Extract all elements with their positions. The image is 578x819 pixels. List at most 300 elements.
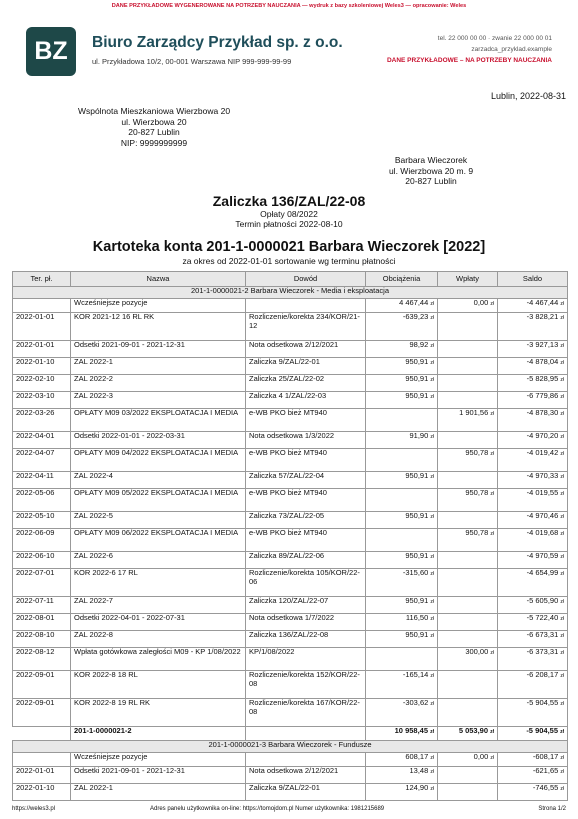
cell-balance-value: -4 970,20 (526, 431, 559, 440)
address-line: 20-827 Lublin (405, 176, 457, 186)
currency-label: zł (430, 514, 434, 520)
cell-debit (366, 648, 438, 671)
table-row (13, 784, 568, 801)
cell-balance-value: -4 970,59 (526, 551, 559, 560)
cell-balance (498, 299, 568, 313)
cell-credit (438, 671, 498, 699)
currency-label: zł (560, 411, 564, 417)
currency-label: zł (560, 673, 564, 679)
cell-date: 2022-03-26 (13, 409, 71, 432)
company-logo: BZ (26, 27, 76, 76)
table-row (13, 313, 568, 341)
cell-balance (498, 341, 568, 358)
cell-debit-value: -315,60 (402, 568, 429, 577)
currency-label: zł (560, 474, 564, 480)
currency-label: zł (430, 633, 434, 639)
cell-credit (438, 648, 498, 671)
cell-balance-value: -4 019,42 (526, 448, 559, 457)
cell-balance (498, 727, 568, 741)
currency-label: zł (430, 755, 434, 761)
cell-debit (366, 449, 438, 472)
currency-label: zł (490, 650, 494, 656)
table-row (13, 767, 568, 784)
cell-debit (366, 784, 438, 801)
cell-document: Zaliczka 9/ZAL/22-01 (246, 358, 366, 375)
cell-debit-value: 91,90 (409, 431, 429, 440)
table-row (13, 699, 568, 727)
contact-line: zarzadca_przyklad.example (471, 46, 552, 53)
currency-label: zł (560, 491, 564, 497)
cell-balance (498, 512, 568, 529)
group-title: 201-1-0000021-2 Barbara Wieczorek - Media i eksploatacja (13, 287, 568, 299)
currency-label: zł (490, 491, 494, 497)
cell-debit (366, 432, 438, 449)
cell-debit (366, 392, 438, 409)
cell-sum-label: 201-1-0000021-2 (71, 727, 246, 741)
cell-document: Nota odsetkowa 1/7/2022 (246, 614, 366, 631)
cell-debit (366, 299, 438, 313)
cell-debit-value: 608,17 (405, 752, 429, 761)
cell-credit (438, 753, 498, 767)
currency-label: zł (560, 554, 564, 560)
address-line: Barbara Wieczorek (394, 155, 468, 165)
cell-document: Zaliczka 9/ZAL/22-01 (246, 784, 366, 801)
cell-name: KOR 2022-8 18 RL (71, 671, 246, 699)
cell-balance-value: -4 970,33 (526, 471, 559, 480)
column-header-date: Ter. pł. (13, 272, 71, 287)
cell-date: 2022-04-07 (13, 449, 71, 472)
cell-document: Nota odsetkowa 1/3/2022 (246, 432, 366, 449)
currency-label: zł (430, 315, 434, 321)
cell-date: 2022-07-11 (13, 597, 71, 614)
cell-date: 2022-08-12 (13, 648, 71, 671)
cell-name: OPŁATY M09 05/2022 EKSPLOATACJA I MEDIA (71, 489, 246, 512)
cell-date: 2022-01-01 (13, 767, 71, 784)
cell-name: Odsetki 2021-09-01 - 2021-12-31 (71, 341, 246, 358)
cell-credit (438, 432, 498, 449)
cell-balance-value: -5 904,55 (526, 726, 559, 735)
cell-credit (438, 449, 498, 472)
cell-balance-value: -608,17 (532, 752, 559, 761)
currency-label: zł (430, 701, 434, 707)
table-row (13, 358, 568, 375)
group-header-row (13, 287, 568, 299)
currency-label: zł (490, 301, 494, 307)
cell-document: Zaliczka 120/ZAL/22-07 (246, 597, 366, 614)
previous-items-row (13, 299, 568, 313)
cell-balance (498, 597, 568, 614)
company-contact (360, 33, 552, 66)
cell-date: 2022-09-01 (13, 699, 71, 727)
currency-label: zł (490, 729, 494, 735)
group-header-row (13, 741, 568, 753)
column-header-debit: Obciążenia (366, 272, 438, 287)
column-header-balance: Saldo (498, 272, 568, 287)
cell-date: 2022-06-09 (13, 529, 71, 552)
cell-credit (438, 512, 498, 529)
cell-debit-value: 950,91 (405, 374, 429, 383)
table-row (13, 512, 568, 529)
cell-debit (366, 313, 438, 341)
cell-debit-value: -639,23 (402, 312, 429, 321)
footer-user-panel: Adres panelu użytkownika on-line: https://tomojdom.pl Numer użytkownika: 1981215689 (150, 806, 385, 812)
cell-credit-value: 1 901,56 (459, 408, 489, 417)
cell-debit (366, 699, 438, 727)
cell-debit-value: 950,91 (405, 511, 429, 520)
cell-debit-value: 950,91 (405, 471, 429, 480)
table-row (13, 375, 568, 392)
currency-label: zł (430, 394, 434, 400)
cell-credit (438, 614, 498, 631)
report-subtitle: za okres od 2022-01-01 sortowanie wg terminu płatności (182, 256, 396, 266)
cell-debit (366, 727, 438, 741)
currency-label: zł (560, 616, 564, 622)
cell-balance (498, 313, 568, 341)
currency-label: zł (560, 301, 564, 307)
cell-document: Nota odsetkowa 2/12/2021 (246, 341, 366, 358)
address-line: ul. Wierzbowa 20 (121, 116, 187, 127)
sample-data-notice: DANE PRZYKŁADOWE – NA POTRZEBY NAUCZANIA (386, 57, 552, 64)
cell-credit (438, 299, 498, 313)
cell-debit (366, 409, 438, 432)
cell-balance (498, 358, 568, 375)
cell-name: OPŁATY M09 06/2022 EKSPLOATACJA I MEDIA (71, 529, 246, 552)
cell-credit-value: 950,78 (465, 448, 489, 457)
currency-label: zł (560, 451, 564, 457)
cell-document: Zaliczka 89/ZAL/22-06 (246, 552, 366, 569)
table-row (13, 409, 568, 432)
currency-label: zł (430, 616, 434, 622)
cell-date: 2022-07-01 (13, 569, 71, 597)
currency-label: zł (430, 571, 434, 577)
cell-balance (498, 432, 568, 449)
cell-date: 2022-06-10 (13, 552, 71, 569)
currency-label: zł (430, 729, 434, 735)
cell-name: Wcześniejsze pozycje (71, 299, 246, 313)
cell-document: Rozliczenie/korekta 234/KOR/21-12 (246, 313, 366, 341)
cell-debit-value: 13,48 (409, 766, 429, 775)
table-row (13, 341, 568, 358)
cell-debit (366, 358, 438, 375)
cell-name: OPŁATY M09 03/2022 EKSPLOATACJA I MEDIA (71, 409, 246, 432)
cell-credit (438, 699, 498, 727)
cell-credit (438, 529, 498, 552)
currency-label: zł (560, 360, 564, 366)
cell-balance (498, 489, 568, 512)
table-row (13, 597, 568, 614)
cell-balance-value: -3 828,21 (526, 312, 559, 321)
cell-name: ZAL 2022-1 (71, 784, 246, 801)
cell-balance-value: -4 654,99 (526, 568, 559, 577)
table-row (13, 671, 568, 699)
table-row (13, 392, 568, 409)
currency-label: zł (430, 474, 434, 480)
cell-name: ZAL 2022-4 (71, 472, 246, 489)
currency-label: zł (430, 599, 434, 605)
contact-line: tel. 22 000 00 00 · zwanie 22 000 00 01 (437, 35, 552, 42)
cell-balance (498, 699, 568, 727)
cell-name: ZAL 2022-6 (71, 552, 246, 569)
cell-balance (498, 631, 568, 648)
table-row (13, 631, 568, 648)
cell-name: ZAL 2022-7 (71, 597, 246, 614)
currency-label: zł (560, 343, 564, 349)
cell-debit (366, 375, 438, 392)
cell-name: ZAL 2022-8 (71, 631, 246, 648)
group-title: 201-1-0000021-3 Barbara Wieczorek - Fundusze (13, 741, 568, 753)
cell-date: 2022-01-01 (13, 313, 71, 341)
cell-debit (366, 631, 438, 648)
cell-date: 2022-05-10 (13, 512, 71, 529)
currency-label: zł (430, 554, 434, 560)
cell-credit (438, 489, 498, 512)
cell-debit-value: 124,90 (405, 783, 429, 792)
column-header-name: Nazwa (71, 272, 246, 287)
cell-credit-value: 0,00 (473, 298, 489, 307)
cell-balance (498, 614, 568, 631)
cell-debit (366, 671, 438, 699)
previous-items-row (13, 753, 568, 767)
cell-balance (498, 375, 568, 392)
currency-label: zł (560, 531, 564, 537)
cell-credit (438, 569, 498, 597)
cell-blank (13, 727, 71, 741)
cell-date: 2022-05-06 (13, 489, 71, 512)
cell-balance-value: -5 828,95 (526, 374, 559, 383)
cell-name: Odsetki 2022-01-01 - 2022-03-31 (71, 432, 246, 449)
cell-balance-value: -4 970,46 (526, 511, 559, 520)
recipient-address (362, 155, 500, 187)
currency-label: zł (560, 633, 564, 639)
cell-balance (498, 472, 568, 489)
cell-debit-value: 950,91 (405, 551, 429, 560)
column-header-document: Dowód (246, 272, 366, 287)
company-address: ul. Przykładowa 10/2, 00-001 Warszawa NIP 999-999-99-99 (92, 57, 292, 66)
cell-credit (438, 472, 498, 489)
cell-credit (438, 552, 498, 569)
cell-debit (366, 472, 438, 489)
address-line: Wspólnota Mieszkaniowa Wierzbowa 20 (77, 106, 231, 116)
payment-deadline: Termin płatności 2022-08-10 (235, 219, 343, 229)
cell-balance (498, 409, 568, 432)
table-row (13, 648, 568, 671)
cell-document: Zaliczka 25/ZAL/22-02 (246, 375, 366, 392)
address-line: NIP: 9999999999 (120, 137, 188, 148)
currency-label: zł (560, 315, 564, 321)
cell-date: 2022-04-11 (13, 472, 71, 489)
address-line: ul. Wierzbowa 20 m. 9 (388, 165, 474, 176)
document-number: Zaliczka 136/ZAL/22-08 (212, 193, 366, 209)
cell-balance-value: -4 467,44 (526, 298, 559, 307)
cell-debit-value: 950,91 (405, 391, 429, 400)
cell-name: KOR 2021-12 16 RL RK (71, 313, 246, 341)
cell-credit (438, 727, 498, 741)
cell-document: KP/1/08/2022 (246, 648, 366, 671)
cell-balance (498, 569, 568, 597)
cell-document: Nota odsetkowa 2/12/2021 (246, 767, 366, 784)
cell-balance-value: -4 878,04 (526, 357, 559, 366)
cell-document: e-WB PKO bież MT940 (246, 409, 366, 432)
cell-document: e-WB PKO bież MT940 (246, 489, 366, 512)
table-row (13, 614, 568, 631)
cell-balance-value: -6 673,31 (526, 630, 559, 639)
cell-document: e-WB PKO bież MT940 (246, 449, 366, 472)
cell-credit (438, 358, 498, 375)
cell-debit (366, 341, 438, 358)
currency-label: zł (560, 769, 564, 775)
currency-label: zł (560, 434, 564, 440)
cell-name: ZAL 2022-2 (71, 375, 246, 392)
cell-document: Rozliczenie/korekta 167/KOR/22-08 (246, 699, 366, 727)
cell-document (246, 753, 366, 767)
cell-balance-value: -6 208,17 (526, 670, 559, 679)
currency-label: zł (560, 786, 564, 792)
currency-label: zł (490, 451, 494, 457)
cell-debit (366, 614, 438, 631)
cell-balance (498, 392, 568, 409)
cell-debit-value: 950,91 (405, 630, 429, 639)
cell-date: 2022-02-10 (13, 375, 71, 392)
cell-date (13, 753, 71, 767)
cell-credit (438, 784, 498, 801)
cell-name: ZAL 2022-1 (71, 358, 246, 375)
cell-debit (366, 569, 438, 597)
cell-name: ZAL 2022-5 (71, 512, 246, 529)
document-period: Opłaty 08/2022 (260, 209, 318, 219)
cell-balance-value: -746,55 (532, 783, 559, 792)
cell-credit-value: 0,00 (473, 752, 489, 761)
cell-document: Zaliczka 136/ZAL/22-08 (246, 631, 366, 648)
currency-label: zł (560, 377, 564, 383)
address-line: 20-827 Lublin (128, 127, 180, 137)
cell-credit (438, 392, 498, 409)
cell-credit-value: 950,78 (465, 488, 489, 497)
cell-balance-value: -4 019,68 (526, 528, 559, 537)
footer-page-number: Strona 1/2 (538, 806, 566, 812)
currency-label: zł (560, 755, 564, 761)
table-row (13, 569, 568, 597)
cell-credit (438, 409, 498, 432)
table-row (13, 552, 568, 569)
cell-balance-value: -4 019,55 (526, 488, 559, 497)
cell-debit-value: -165,14 (402, 670, 429, 679)
cell-name: Wpłata gotówkowa zaległości M09 - KP 1/08/2022 (71, 648, 246, 671)
cell-debit (366, 489, 438, 512)
top-banner: DANE PRZYKŁADOWE WYGENEROWANE NA POTRZEBY NAUCZANIA — wydruk z bazy szkoleniowej Weles3 — opracowanie: Weles (111, 3, 467, 9)
cell-name: ZAL 2022-3 (71, 392, 246, 409)
cell-balance (498, 552, 568, 569)
table-header-row (13, 272, 568, 287)
cell-document (246, 727, 366, 741)
cell-credit (438, 767, 498, 784)
table-row (13, 449, 568, 472)
table-row (13, 432, 568, 449)
cell-debit (366, 767, 438, 784)
cell-name: Wcześniejsze pozycje (71, 753, 246, 767)
cell-document: Zaliczka 4 1/ZAL/22-03 (246, 392, 366, 409)
currency-label: zł (560, 394, 564, 400)
group-sum-row (13, 727, 568, 741)
cell-credit (438, 313, 498, 341)
cell-document: Zaliczka 57/ZAL/22-04 (246, 472, 366, 489)
cell-balance-value: -5 722,40 (526, 613, 559, 622)
cell-name: KOR 2022-8 19 RL RK (71, 699, 246, 727)
cell-debit-value: 98,92 (409, 340, 429, 349)
cell-credit (438, 375, 498, 392)
currency-label: zł (560, 514, 564, 520)
cell-document: Rozliczenie/korekta 105/KOR/22-06 (246, 569, 366, 597)
cell-balance-value: -6 373,31 (526, 647, 559, 656)
currency-label: zł (560, 729, 564, 735)
currency-label: zł (430, 360, 434, 366)
sender-address (54, 106, 254, 148)
cell-balance (498, 671, 568, 699)
cell-balance-value: -6 779,86 (526, 391, 559, 400)
cell-debit (366, 753, 438, 767)
cell-document: Rozliczenie/korekta 152/KOR/22-08 (246, 671, 366, 699)
cell-date: 2022-01-10 (13, 784, 71, 801)
company-name: Biuro Zarządcy Przykład sp. z o.o. (92, 34, 343, 51)
cell-date: 2022-03-10 (13, 392, 71, 409)
cell-balance (498, 648, 568, 671)
currency-label: zł (430, 434, 434, 440)
cell-document (246, 299, 366, 313)
currency-label: zł (430, 673, 434, 679)
cell-name: Odsetki 2022-04-01 - 2022-07-31 (71, 614, 246, 631)
cell-date: 2022-08-10 (13, 631, 71, 648)
cell-balance-value: -3 927,13 (526, 340, 559, 349)
cell-balance (498, 784, 568, 801)
cell-balance (498, 753, 568, 767)
currency-label: zł (430, 343, 434, 349)
cell-balance-value: -5 904,55 (526, 698, 559, 707)
table-row (13, 489, 568, 512)
cell-debit-value: 4 467,44 (399, 298, 429, 307)
cell-debit-value: 950,91 (405, 596, 429, 605)
table-row (13, 529, 568, 552)
currency-label: zł (490, 531, 494, 537)
currency-label: zł (560, 571, 564, 577)
cell-balance-value: -4 878,30 (526, 408, 559, 417)
cell-document: Zaliczka 73/ZAL/22-05 (246, 512, 366, 529)
cell-name: Odsetki 2021-09-01 - 2021-12-31 (71, 767, 246, 784)
currency-label: zł (430, 301, 434, 307)
currency-label: zł (430, 786, 434, 792)
cell-debit-value: 10 958,45 (394, 726, 429, 735)
cell-credit (438, 341, 498, 358)
currency-label: zł (490, 755, 494, 761)
cell-balance-value: -5 605,90 (526, 596, 559, 605)
cell-date: 2022-09-01 (13, 671, 71, 699)
currency-label: zł (430, 769, 434, 775)
footer-website: https://weles3.pl (12, 806, 56, 812)
cell-name: OPŁATY M09 04/2022 EKSPLOATACJA I MEDIA (71, 449, 246, 472)
cell-date: 2022-01-01 (13, 341, 71, 358)
cell-debit (366, 529, 438, 552)
document-date: Lublin, 2022-08-31 (490, 91, 566, 101)
ledger-body (13, 287, 568, 801)
currency-label: zł (490, 411, 494, 417)
cell-date (13, 299, 71, 313)
cell-balance (498, 449, 568, 472)
cell-balance (498, 529, 568, 552)
cell-credit-value: 5 053,90 (458, 726, 489, 735)
column-header-credit: Wpłaty (438, 272, 498, 287)
cell-credit-value: 950,78 (465, 528, 489, 537)
cell-debit (366, 552, 438, 569)
cell-document: e-WB PKO bież MT940 (246, 529, 366, 552)
report-title: Kartoteka konta 201-1-0000021 Barbara Wieczorek [2022] (92, 239, 486, 255)
